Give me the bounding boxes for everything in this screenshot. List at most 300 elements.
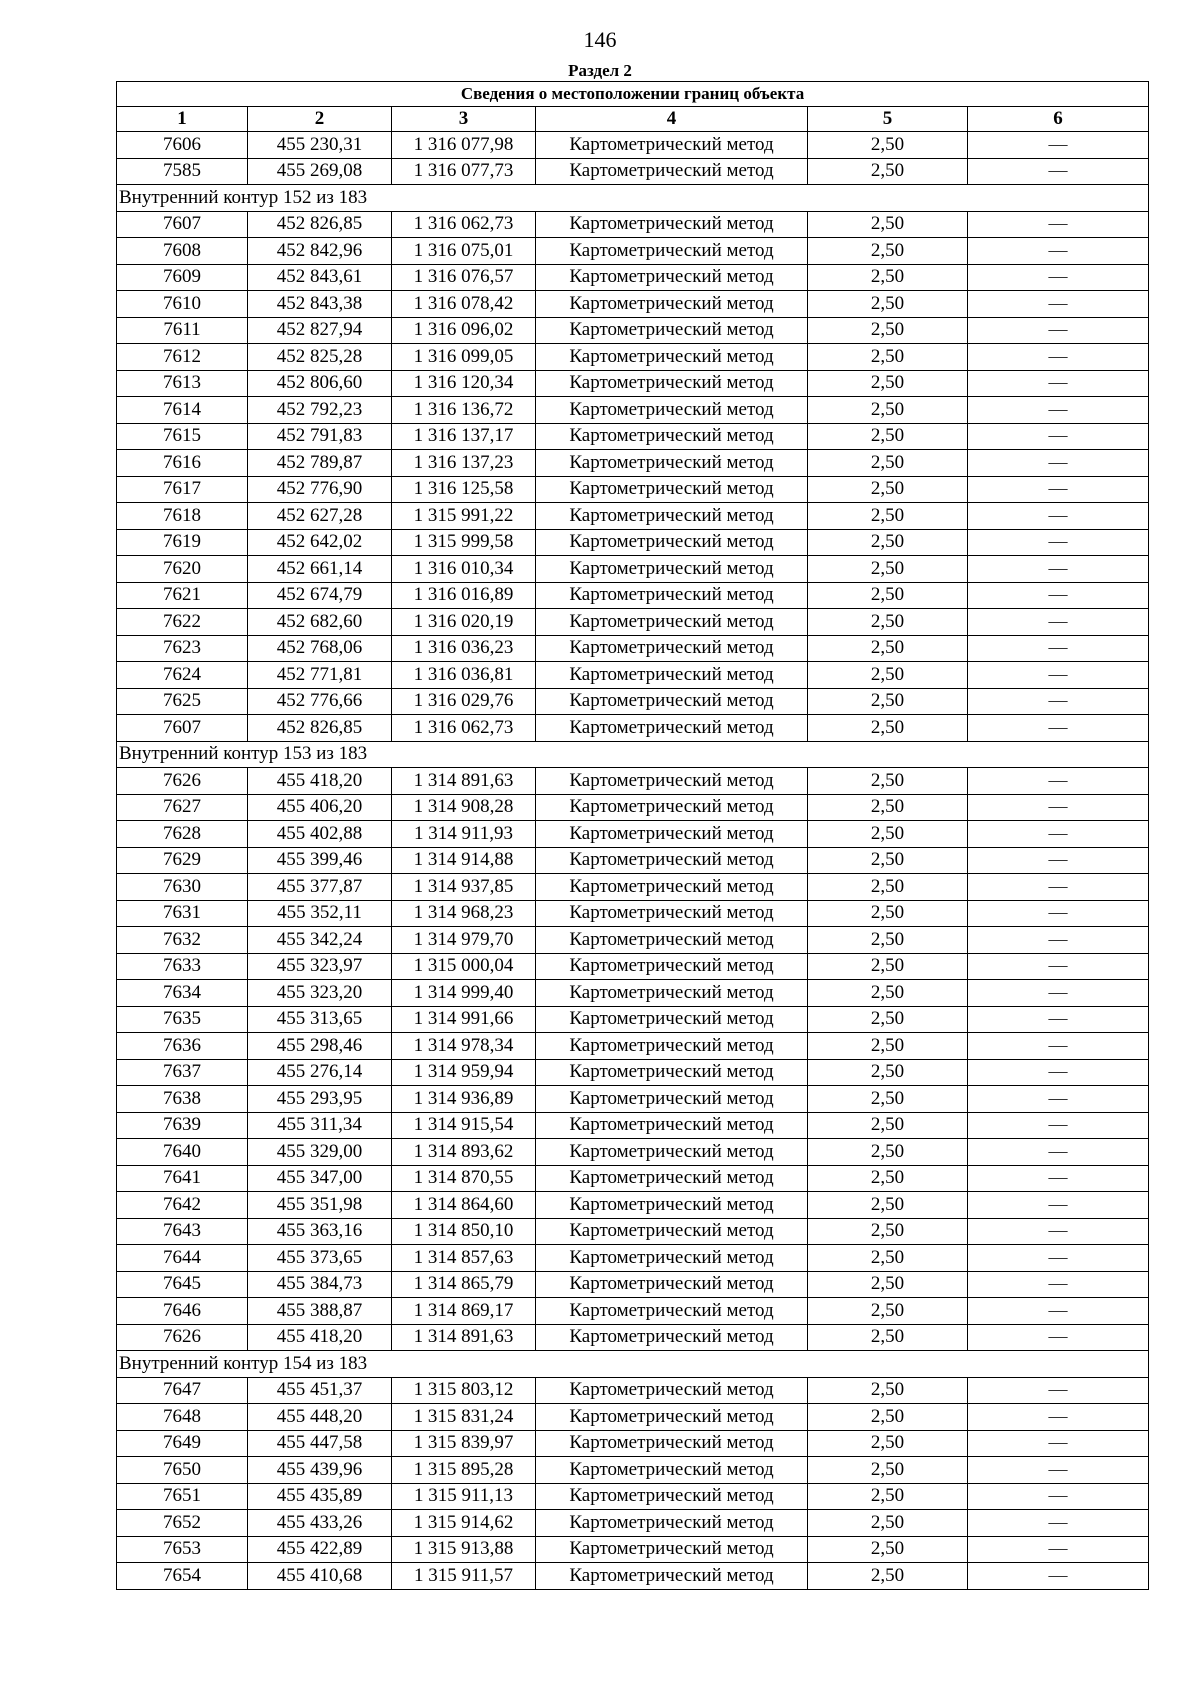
x-coordinate-cell: 455 406,20 <box>248 794 392 821</box>
accuracy-cell: 2,50 <box>808 1086 968 1113</box>
description-cell: — <box>968 1059 1149 1086</box>
accuracy-cell: 2,50 <box>808 980 968 1007</box>
y-coordinate-cell: 1 316 036,23 <box>392 635 536 662</box>
point-number-cell: 7621 <box>117 582 248 609</box>
accuracy-cell: 2,50 <box>808 556 968 583</box>
method-cell: Картометрический метод <box>536 609 808 636</box>
point-number-cell: 7649 <box>117 1430 248 1457</box>
point-number-cell: 7645 <box>117 1271 248 1298</box>
point-number-cell: 7643 <box>117 1218 248 1245</box>
method-cell: Картометрический метод <box>536 238 808 265</box>
method-cell: Картометрический метод <box>536 1245 808 1272</box>
column-number: 4 <box>536 107 808 132</box>
table-row <box>117 1563 1149 1590</box>
description-cell: — <box>968 238 1149 265</box>
method-cell: Картометрический метод <box>536 1510 808 1537</box>
x-coordinate-cell: 452 682,60 <box>248 609 392 636</box>
x-coordinate-cell: 452 827,94 <box>248 317 392 344</box>
x-coordinate-cell: 455 352,11 <box>248 900 392 927</box>
method-cell: Картометрический метод <box>536 794 808 821</box>
accuracy-cell: 2,50 <box>808 1192 968 1219</box>
description-cell: — <box>968 1404 1149 1431</box>
y-coordinate-cell: 1 314 869,17 <box>392 1298 536 1325</box>
accuracy-cell: 2,50 <box>808 476 968 503</box>
method-cell: Картометрический метод <box>536 211 808 238</box>
description-cell: — <box>968 635 1149 662</box>
contour-label: Внутренний контур 153 из 183 <box>117 741 1149 768</box>
description-cell: — <box>968 662 1149 689</box>
accuracy-cell: 2,50 <box>808 662 968 689</box>
accuracy-cell: 2,50 <box>808 1430 968 1457</box>
table-row <box>117 503 1149 530</box>
accuracy-cell: 2,50 <box>808 609 968 636</box>
point-number-cell: 7648 <box>117 1404 248 1431</box>
description-cell: — <box>968 980 1149 1007</box>
x-coordinate-cell: 455 399,46 <box>248 847 392 874</box>
x-coordinate-cell: 455 410,68 <box>248 1563 392 1590</box>
table-row <box>117 953 1149 980</box>
x-coordinate-cell: 455 230,31 <box>248 132 392 159</box>
table-row <box>117 476 1149 503</box>
column-number-row <box>117 107 1149 132</box>
table-row <box>117 900 1149 927</box>
table-row <box>117 1298 1149 1325</box>
accuracy-cell: 2,50 <box>808 953 968 980</box>
table-row <box>117 1006 1149 1033</box>
table-row <box>117 317 1149 344</box>
accuracy-cell: 2,50 <box>808 1324 968 1351</box>
description-cell: — <box>968 370 1149 397</box>
contour-label: Внутренний контур 154 из 183 <box>117 1351 1149 1378</box>
description-cell: — <box>968 1086 1149 1113</box>
point-number-cell: 7615 <box>117 423 248 450</box>
point-number-cell: 7641 <box>117 1165 248 1192</box>
x-coordinate-cell: 455 298,46 <box>248 1033 392 1060</box>
table-row <box>117 423 1149 450</box>
point-number-cell: 7622 <box>117 609 248 636</box>
accuracy-cell: 2,50 <box>808 1218 968 1245</box>
point-number-cell: 7640 <box>117 1139 248 1166</box>
accuracy-cell: 2,50 <box>808 264 968 291</box>
description-cell: — <box>968 476 1149 503</box>
y-coordinate-cell: 1 316 062,73 <box>392 715 536 742</box>
table-row <box>117 1165 1149 1192</box>
table-row <box>117 980 1149 1007</box>
accuracy-cell: 2,50 <box>808 794 968 821</box>
table-row <box>117 211 1149 238</box>
method-cell: Картометрический метод <box>536 900 808 927</box>
x-coordinate-cell: 455 269,08 <box>248 158 392 185</box>
description-cell: — <box>968 503 1149 530</box>
method-cell: Картометрический метод <box>536 529 808 556</box>
table-row <box>117 1218 1149 1245</box>
accuracy-cell: 2,50 <box>808 1563 968 1590</box>
method-cell: Картометрический метод <box>536 503 808 530</box>
point-number-cell: 7616 <box>117 450 248 477</box>
description-cell: — <box>968 1510 1149 1537</box>
description-cell: — <box>968 1563 1149 1590</box>
y-coordinate-cell: 1 315 913,88 <box>392 1536 536 1563</box>
description-cell: — <box>968 1271 1149 1298</box>
y-coordinate-cell: 1 316 076,57 <box>392 264 536 291</box>
point-number-cell: 7629 <box>117 847 248 874</box>
y-coordinate-cell: 1 314 891,63 <box>392 768 536 795</box>
accuracy-cell: 2,50 <box>808 1245 968 1272</box>
table-row <box>117 556 1149 583</box>
accuracy-cell: 2,50 <box>808 1033 968 1060</box>
x-coordinate-cell: 452 771,81 <box>248 662 392 689</box>
accuracy-cell: 2,50 <box>808 397 968 424</box>
y-coordinate-cell: 1 314 870,55 <box>392 1165 536 1192</box>
point-number-cell: 7610 <box>117 291 248 318</box>
y-coordinate-cell: 1 316 136,72 <box>392 397 536 424</box>
accuracy-cell: 2,50 <box>808 1006 968 1033</box>
point-number-cell: 7650 <box>117 1457 248 1484</box>
method-cell: Картометрический метод <box>536 1404 808 1431</box>
x-coordinate-cell: 455 384,73 <box>248 1271 392 1298</box>
accuracy-cell: 2,50 <box>808 1112 968 1139</box>
table-row <box>117 1510 1149 1537</box>
table-row <box>117 609 1149 636</box>
accuracy-cell: 2,50 <box>808 450 968 477</box>
description-cell: — <box>968 1536 1149 1563</box>
description-cell: — <box>968 556 1149 583</box>
description-cell: — <box>968 1377 1149 1404</box>
contour-header-row <box>117 741 1149 768</box>
y-coordinate-cell: 1 314 978,34 <box>392 1033 536 1060</box>
method-cell: Картометрический метод <box>536 1059 808 1086</box>
accuracy-cell: 2,50 <box>808 158 968 185</box>
point-number-cell: 7637 <box>117 1059 248 1086</box>
description-cell: — <box>968 927 1149 954</box>
table-row <box>117 821 1149 848</box>
accuracy-cell: 2,50 <box>808 847 968 874</box>
accuracy-cell: 2,50 <box>808 1536 968 1563</box>
description-cell: — <box>968 953 1149 980</box>
accuracy-cell: 2,50 <box>808 238 968 265</box>
x-coordinate-cell: 452 792,23 <box>248 397 392 424</box>
method-cell: Картометрический метод <box>536 1457 808 1484</box>
contour-label: Внутренний контур 152 из 183 <box>117 185 1149 212</box>
method-cell: Картометрический метод <box>536 450 808 477</box>
table-row <box>117 715 1149 742</box>
method-cell: Картометрический метод <box>536 1192 808 1219</box>
y-coordinate-cell: 1 316 029,76 <box>392 688 536 715</box>
y-coordinate-cell: 1 314 914,88 <box>392 847 536 874</box>
x-coordinate-cell: 455 329,00 <box>248 1139 392 1166</box>
accuracy-cell: 2,50 <box>808 1510 968 1537</box>
description-cell: — <box>968 1483 1149 1510</box>
method-cell: Картометрический метод <box>536 953 808 980</box>
x-coordinate-cell: 455 342,24 <box>248 927 392 954</box>
y-coordinate-cell: 1 316 125,58 <box>392 476 536 503</box>
method-cell: Картометрический метод <box>536 1430 808 1457</box>
y-coordinate-cell: 1 315 831,24 <box>392 1404 536 1431</box>
method-cell: Картометрический метод <box>536 1033 808 1060</box>
method-cell: Картометрический метод <box>536 1086 808 1113</box>
y-coordinate-cell: 1 314 857,63 <box>392 1245 536 1272</box>
point-number-cell: 7620 <box>117 556 248 583</box>
description-cell: — <box>968 688 1149 715</box>
y-coordinate-cell: 1 315 911,57 <box>392 1563 536 1590</box>
accuracy-cell: 2,50 <box>808 291 968 318</box>
accuracy-cell: 2,50 <box>808 1271 968 1298</box>
table-row <box>117 1245 1149 1272</box>
method-cell: Картометрический метод <box>536 662 808 689</box>
x-coordinate-cell: 455 435,89 <box>248 1483 392 1510</box>
accuracy-cell: 2,50 <box>808 688 968 715</box>
point-number-cell: 7636 <box>117 1033 248 1060</box>
column-number: 3 <box>392 107 536 132</box>
method-cell: Картометрический метод <box>536 635 808 662</box>
accuracy-cell: 2,50 <box>808 317 968 344</box>
y-coordinate-cell: 1 314 968,23 <box>392 900 536 927</box>
y-coordinate-cell: 1 316 062,73 <box>392 211 536 238</box>
method-cell: Картометрический метод <box>536 1271 808 1298</box>
y-coordinate-cell: 1 315 999,58 <box>392 529 536 556</box>
y-coordinate-cell: 1 315 914,62 <box>392 1510 536 1537</box>
point-number-cell: 7626 <box>117 1324 248 1351</box>
table-row <box>117 344 1149 371</box>
description-cell: — <box>968 847 1149 874</box>
description-cell: — <box>968 1298 1149 1325</box>
description-cell: — <box>968 900 1149 927</box>
x-coordinate-cell: 455 363,16 <box>248 1218 392 1245</box>
table-row <box>117 635 1149 662</box>
description-cell: — <box>968 821 1149 848</box>
table-row <box>117 768 1149 795</box>
point-number-cell: 7654 <box>117 1563 248 1590</box>
table-row <box>117 1112 1149 1139</box>
method-cell: Картометрический метод <box>536 768 808 795</box>
point-number-cell: 7646 <box>117 1298 248 1325</box>
accuracy-cell: 2,50 <box>808 582 968 609</box>
column-number: 1 <box>117 107 248 132</box>
method-cell: Картометрический метод <box>536 1006 808 1033</box>
y-coordinate-cell: 1 316 120,34 <box>392 370 536 397</box>
table-row <box>117 582 1149 609</box>
method-cell: Картометрический метод <box>536 1563 808 1590</box>
accuracy-cell: 2,50 <box>808 1377 968 1404</box>
x-coordinate-cell: 455 311,34 <box>248 1112 392 1139</box>
method-cell: Картометрический метод <box>536 423 808 450</box>
description-cell: — <box>968 397 1149 424</box>
x-coordinate-cell: 455 448,20 <box>248 1404 392 1431</box>
description-cell: — <box>968 1192 1149 1219</box>
x-coordinate-cell: 455 313,65 <box>248 1006 392 1033</box>
x-coordinate-cell: 455 422,89 <box>248 1536 392 1563</box>
accuracy-cell: 2,50 <box>808 529 968 556</box>
table-caption-row <box>117 82 1149 107</box>
y-coordinate-cell: 1 314 915,54 <box>392 1112 536 1139</box>
accuracy-cell: 2,50 <box>808 874 968 901</box>
table-row <box>117 238 1149 265</box>
x-coordinate-cell: 452 826,85 <box>248 211 392 238</box>
table-row <box>117 1192 1149 1219</box>
x-coordinate-cell: 452 627,28 <box>248 503 392 530</box>
accuracy-cell: 2,50 <box>808 635 968 662</box>
x-coordinate-cell: 452 674,79 <box>248 582 392 609</box>
y-coordinate-cell: 1 316 077,73 <box>392 158 536 185</box>
point-number-cell: 7639 <box>117 1112 248 1139</box>
point-number-cell: 7632 <box>117 927 248 954</box>
table-body <box>117 82 1149 1590</box>
description-cell: — <box>968 1245 1149 1272</box>
description-cell: — <box>968 529 1149 556</box>
table-row <box>117 291 1149 318</box>
point-number-cell: 7606 <box>117 132 248 159</box>
point-number-cell: 7630 <box>117 874 248 901</box>
point-number-cell: 7651 <box>117 1483 248 1510</box>
point-number-cell: 7607 <box>117 211 248 238</box>
point-number-cell: 7626 <box>117 768 248 795</box>
boundary-coordinates-table <box>116 81 1149 1590</box>
y-coordinate-cell: 1 314 893,62 <box>392 1139 536 1166</box>
x-coordinate-cell: 455 451,37 <box>248 1377 392 1404</box>
x-coordinate-cell: 455 351,98 <box>248 1192 392 1219</box>
x-coordinate-cell: 452 826,85 <box>248 715 392 742</box>
point-number-cell: 7625 <box>117 688 248 715</box>
x-coordinate-cell: 452 791,83 <box>248 423 392 450</box>
point-number-cell: 7652 <box>117 1510 248 1537</box>
description-cell: — <box>968 874 1149 901</box>
method-cell: Картометрический метод <box>536 158 808 185</box>
accuracy-cell: 2,50 <box>808 1404 968 1431</box>
table-row <box>117 1324 1149 1351</box>
y-coordinate-cell: 1 316 078,42 <box>392 291 536 318</box>
section-title: Раздел 2 <box>568 61 632 80</box>
y-coordinate-cell: 1 314 908,28 <box>392 794 536 821</box>
point-number-cell: 7613 <box>117 370 248 397</box>
contour-header-row <box>117 185 1149 212</box>
y-coordinate-cell: 1 314 959,94 <box>392 1059 536 1086</box>
y-coordinate-cell: 1 315 911,13 <box>392 1483 536 1510</box>
point-number-cell: 7633 <box>117 953 248 980</box>
x-coordinate-cell: 455 418,20 <box>248 768 392 795</box>
x-coordinate-cell: 452 843,38 <box>248 291 392 318</box>
method-cell: Картометрический метод <box>536 1483 808 1510</box>
point-number-cell: 7631 <box>117 900 248 927</box>
x-coordinate-cell: 455 323,97 <box>248 953 392 980</box>
table-row <box>117 1271 1149 1298</box>
table-row <box>117 529 1149 556</box>
description-cell: — <box>968 317 1149 344</box>
x-coordinate-cell: 455 373,65 <box>248 1245 392 1272</box>
method-cell: Картометрический метод <box>536 927 808 954</box>
y-coordinate-cell: 1 316 137,23 <box>392 450 536 477</box>
point-number-cell: 7612 <box>117 344 248 371</box>
x-coordinate-cell: 455 439,96 <box>248 1457 392 1484</box>
table-row <box>117 370 1149 397</box>
x-coordinate-cell: 455 377,87 <box>248 874 392 901</box>
accuracy-cell: 2,50 <box>808 768 968 795</box>
point-number-cell: 7644 <box>117 1245 248 1272</box>
table-row <box>117 1139 1149 1166</box>
table-row <box>117 264 1149 291</box>
point-number-cell: 7653 <box>117 1536 248 1563</box>
y-coordinate-cell: 1 315 000,04 <box>392 953 536 980</box>
description-cell: — <box>968 768 1149 795</box>
method-cell: Картометрический метод <box>536 1536 808 1563</box>
y-coordinate-cell: 1 314 937,85 <box>392 874 536 901</box>
y-coordinate-cell: 1 314 991,66 <box>392 1006 536 1033</box>
description-cell: — <box>968 1430 1149 1457</box>
description-cell: — <box>968 1033 1149 1060</box>
x-coordinate-cell: 455 388,87 <box>248 1298 392 1325</box>
method-cell: Картометрический метод <box>536 821 808 848</box>
x-coordinate-cell: 452 842,96 <box>248 238 392 265</box>
method-cell: Картометрический метод <box>536 582 808 609</box>
table-row <box>117 1483 1149 1510</box>
x-coordinate-cell: 452 776,66 <box>248 688 392 715</box>
table-row <box>117 1430 1149 1457</box>
description-cell: — <box>968 1006 1149 1033</box>
x-coordinate-cell: 452 843,61 <box>248 264 392 291</box>
y-coordinate-cell: 1 316 077,98 <box>392 132 536 159</box>
method-cell: Картометрический метод <box>536 1218 808 1245</box>
x-coordinate-cell: 452 806,60 <box>248 370 392 397</box>
accuracy-cell: 2,50 <box>808 821 968 848</box>
column-number: 6 <box>968 107 1149 132</box>
accuracy-cell: 2,50 <box>808 344 968 371</box>
column-number: 2 <box>248 107 392 132</box>
y-coordinate-cell: 1 314 936,89 <box>392 1086 536 1113</box>
method-cell: Картометрический метод <box>536 291 808 318</box>
description-cell: — <box>968 609 1149 636</box>
table-row <box>117 1404 1149 1431</box>
y-coordinate-cell: 1 316 036,81 <box>392 662 536 689</box>
point-number-cell: 7618 <box>117 503 248 530</box>
description-cell: — <box>968 264 1149 291</box>
point-number-cell: 7628 <box>117 821 248 848</box>
contour-header-row <box>117 1351 1149 1378</box>
accuracy-cell: 2,50 <box>808 927 968 954</box>
y-coordinate-cell: 1 315 803,12 <box>392 1377 536 1404</box>
point-number-cell: 7607 <box>117 715 248 742</box>
point-number-cell: 7623 <box>117 635 248 662</box>
y-coordinate-cell: 1 314 979,70 <box>392 927 536 954</box>
accuracy-cell: 2,50 <box>808 1165 968 1192</box>
y-coordinate-cell: 1 314 911,93 <box>392 821 536 848</box>
x-coordinate-cell: 452 776,90 <box>248 476 392 503</box>
description-cell: — <box>968 1218 1149 1245</box>
point-number-cell: 7634 <box>117 980 248 1007</box>
method-cell: Картометрический метод <box>536 476 808 503</box>
description-cell: — <box>968 1165 1149 1192</box>
accuracy-cell: 2,50 <box>808 132 968 159</box>
point-number-cell: 7611 <box>117 317 248 344</box>
table-row <box>117 874 1149 901</box>
y-coordinate-cell: 1 314 850,10 <box>392 1218 536 1245</box>
y-coordinate-cell: 1 314 865,79 <box>392 1271 536 1298</box>
x-coordinate-cell: 455 323,20 <box>248 980 392 1007</box>
table-row <box>117 794 1149 821</box>
table-row <box>117 1033 1149 1060</box>
x-coordinate-cell: 455 433,26 <box>248 1510 392 1537</box>
x-coordinate-cell: 452 642,02 <box>248 529 392 556</box>
table-row <box>117 450 1149 477</box>
method-cell: Картометрический метод <box>536 715 808 742</box>
description-cell: — <box>968 1112 1149 1139</box>
description-cell: — <box>968 211 1149 238</box>
accuracy-cell: 2,50 <box>808 1483 968 1510</box>
x-coordinate-cell: 452 789,87 <box>248 450 392 477</box>
column-number: 5 <box>808 107 968 132</box>
method-cell: Картометрический метод <box>536 688 808 715</box>
method-cell: Картометрический метод <box>536 370 808 397</box>
table-row <box>117 662 1149 689</box>
method-cell: Картометрический метод <box>536 1165 808 1192</box>
